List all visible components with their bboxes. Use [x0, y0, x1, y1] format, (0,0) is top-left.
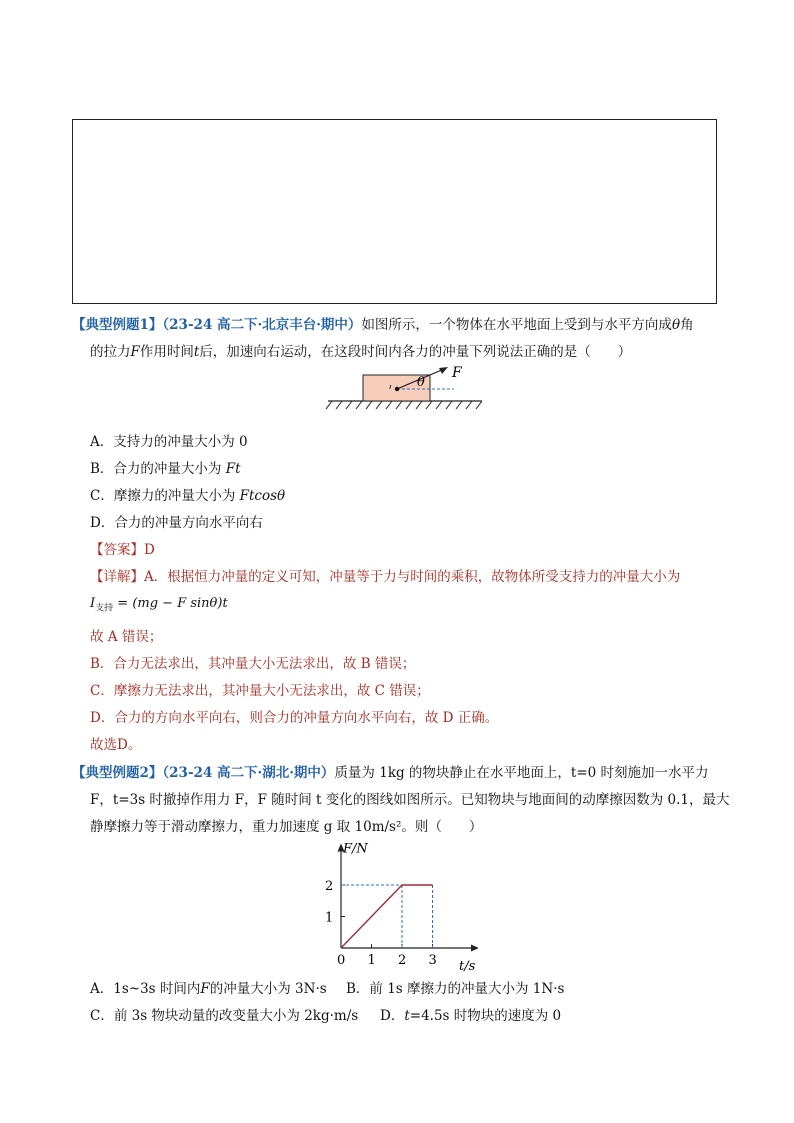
x-tick-label: 3 — [428, 953, 437, 968]
series-f-line — [341, 885, 433, 948]
q1-block-figure — [320, 364, 490, 426]
q1-option-d[interactable]: D．合力的冲量方向水平向右 — [90, 515, 263, 531]
q1-formula: $I_{支持} = (mg - F$ sinθ)t — [90, 596, 228, 614]
q1-stem-line2: 的拉力F作用时间t后，加速向右运动，在这段时间内各力的冲量下列说法正确的是（ ） — [90, 344, 632, 360]
q1-option-b[interactable]: B．合力的冲量大小为 Ft — [90, 461, 241, 477]
force-label: F — [452, 365, 462, 381]
blank-answer-box — [72, 119, 717, 304]
x-tick-label: 1 — [367, 953, 376, 968]
y-tick-label: 1 — [325, 910, 334, 926]
q2-stem-line3: 静摩擦力等于滑动摩擦力，重力加速度 g 取 10m/s²。则（ ） — [90, 819, 483, 835]
y-tick-label: 2 — [325, 879, 334, 894]
q1-conclusion: 故选D。 — [90, 737, 142, 753]
q2-stem-line1: 【典型例题2】（23-24 高二下·湖北·期中）质量为 1kg 的物块静止在水平地面上，t=0 时刻施加一水平力 — [72, 765, 709, 781]
x-axis-arrow — [471, 945, 478, 952]
q2-option-a[interactable]: A．1s~3s 时间内F的冲量大小为 3N·s — [90, 981, 327, 997]
x-tick-label: 0 — [337, 953, 346, 968]
q2-stem-line2: F，t=3s 时撤掉作用力 F，F 随时间 t 变化的图线如图所示。已知物块与地面间的动摩擦因数为 0.1，最大 — [90, 792, 730, 808]
q1-answer: 【答案】D — [90, 542, 155, 558]
q1-explain-a: 【详解】A．根据恒力冲量的定义可知，冲量等于力与时间的乘积，故物体所受支持力的冲量大小为 — [90, 569, 681, 585]
ft-graph — [318, 840, 478, 972]
q1-explain-c: C．摩擦力无法求出，其冲量大小无法求出，故 C 错误； — [90, 683, 430, 699]
q1-option-a[interactable]: A．支持力的冲量大小为 0 — [90, 434, 248, 450]
q2-option-d[interactable]: D．t=4.5s 时物块的速度为 0 — [380, 1008, 562, 1024]
force-arrow-head — [439, 367, 448, 374]
y-axis-label: F/N — [343, 841, 368, 857]
angle-label: θ — [417, 375, 425, 390]
q1-stem-line1: 【典型例题1】（23-24 高二下·北京丰台·期中）如图所示，一个物体在水平地面上受到与水平方向成θ角 — [72, 317, 694, 333]
x-axis-label: t/s — [459, 959, 476, 972]
block-center-dot — [395, 387, 399, 391]
q1-a-wrong: 故 A 错误； — [90, 629, 163, 645]
q2-option-b[interactable]: B．前 1s 摩擦力的冲量大小为 1N·s — [346, 981, 565, 997]
x-tick-label: 2 — [398, 953, 407, 968]
q1-explain-b: B．合力无法求出，其冲量大小无法求出，故 B 错误； — [90, 656, 416, 672]
q2-option-c[interactable]: C．前 3s 物块动量的改变量大小为 2kg·m/s — [90, 1008, 359, 1024]
q1-explain-d: D．合力的方向水平向右，则合力的冲量方向水平向右，故 D 正确。 — [90, 710, 499, 726]
q1-option-c[interactable]: C．摩擦力的冲量大小为 Ftcosθ — [90, 488, 286, 504]
